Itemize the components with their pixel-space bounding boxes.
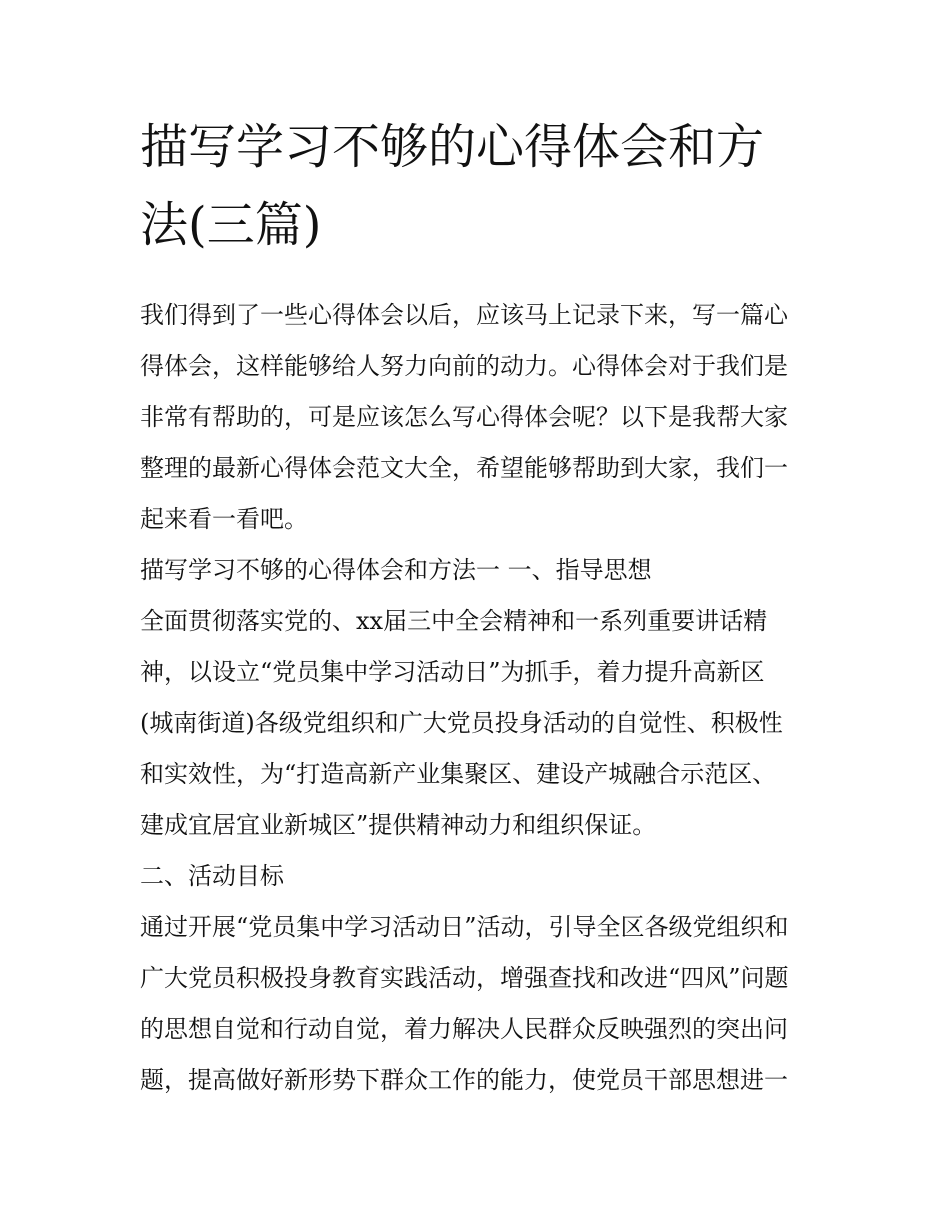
document-body: [140, 290, 820, 1106]
document-title: [140, 108, 820, 264]
intro-line: 整理的最新心得体会范文大全，希望能够帮助到大家，我们一: [140, 454, 788, 482]
paragraph-line: 和实效性，为“打造高新产业集聚区、建设产城融合示范区、: [140, 760, 777, 788]
title-line: 法(三篇): [140, 197, 322, 253]
intro-line: 得体会，这样能够给人努力向前的动力。心得体会对于我们是: [140, 352, 788, 380]
paragraph-line: (城南街道)各级党组织和广大党员投身活动的自觉性、积极性: [140, 709, 783, 737]
section-heading: 描写学习不够的心得体会和方法一 一、指导思想: [140, 556, 652, 584]
intro-line: 非常有帮助的，可是应该怎么写心得体会呢？以下是我帮大家: [140, 403, 788, 431]
intro-line: 起来看一看吧。: [140, 505, 308, 533]
paragraph-line: 广大党员积极投身教育实践活动，增强查找和改进“四风”问题: [140, 964, 789, 992]
title-line: 描写学习不够的心得体会和方: [140, 119, 765, 175]
section-heading: 二、活动目标: [140, 862, 284, 890]
paragraph-line: 通过开展“党员集中学习活动日”活动，引导全区各级党组织和: [140, 913, 789, 941]
paragraph-line: 全面贯彻落实党的、xx届三中全会精神和一系列重要讲话精: [140, 607, 768, 635]
intro-line: 我们得到了一些心得体会以后，应该马上记录下来，写一篇心: [140, 301, 788, 329]
paragraph-line: 建成宜居宜业新城区”提供精神动力和组织保证。: [140, 811, 657, 839]
paragraph-line: 神，以设立“党员集中学习活动日”为抓手，着力提升高新区: [140, 658, 765, 686]
paragraph-line: 的思想自觉和行动自觉，着力解决人民群众反映强烈的突出问: [140, 1015, 788, 1043]
paragraph-line: 题，提高做好新形势下群众工作的能力，使党员干部思想进一: [140, 1066, 788, 1094]
document-page: [140, 108, 820, 1106]
